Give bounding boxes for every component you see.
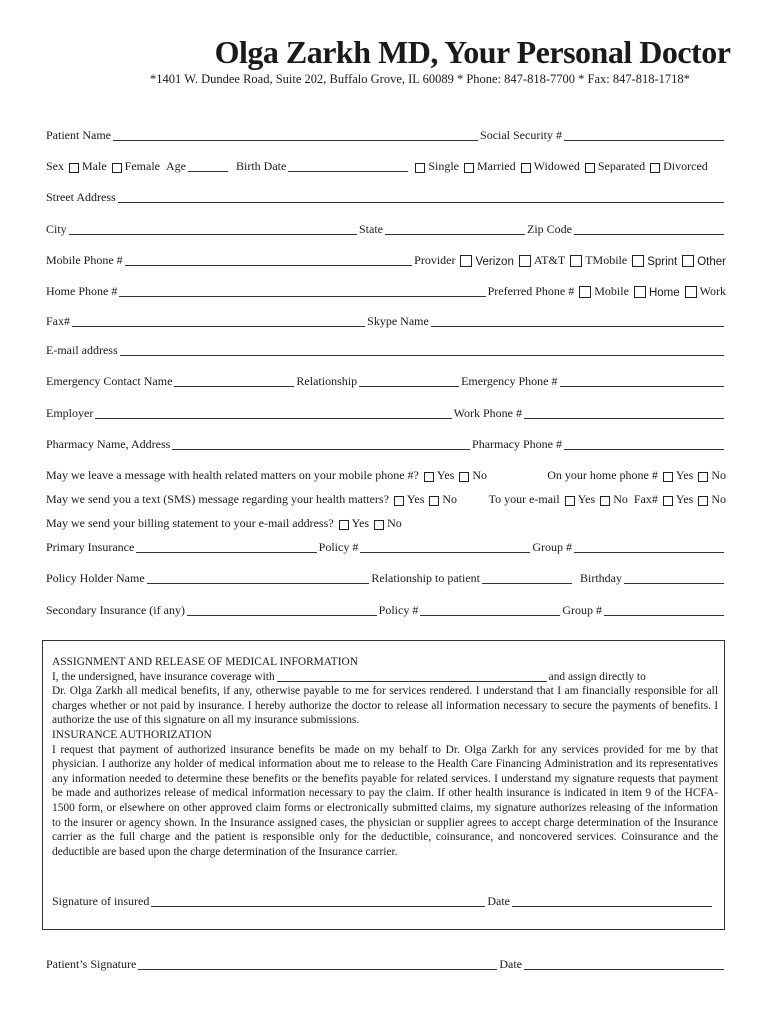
row-home-phone	[46, 283, 726, 299]
assignment-text	[52, 655, 718, 859]
preferred-phone-label: Preferred Phone #	[487, 284, 575, 298]
birthday-field[interactable]	[624, 572, 724, 584]
relationship-label: Relationship	[296, 374, 358, 388]
street-label: Street Address	[46, 190, 116, 204]
row-emergency	[46, 373, 726, 389]
patient-sig-label: Patient’s Signature	[46, 957, 137, 971]
state-field[interactable]	[385, 223, 525, 235]
emergency-contact-label: Emergency Contact Name	[46, 374, 173, 388]
q2c-no-label: No	[711, 492, 726, 506]
assignment-line1b: and assign directly to	[548, 670, 646, 683]
sprint-label: Sprint	[647, 256, 678, 268]
q1-no-checkbox[interactable]	[459, 472, 469, 482]
row-patient-signature	[46, 956, 726, 972]
patient-name-label: Patient Name	[46, 128, 111, 142]
birth-date-label: Birth Date	[235, 159, 287, 173]
single-checkbox[interactable]	[415, 163, 425, 173]
primary-policy-label: Policy #	[318, 540, 359, 554]
q3-yes-label: Yes	[351, 516, 370, 530]
primary-insurance-label: Primary Insurance	[46, 540, 135, 554]
pref-home-label: Home	[648, 287, 680, 299]
q2c-yes-checkbox[interactable]	[663, 496, 673, 506]
patient-sig-date-field[interactable]	[524, 958, 724, 970]
secondary-policy-field[interactable]	[420, 604, 560, 616]
emergency-phone-label: Emergency Phone #	[461, 374, 558, 388]
assignment-line1	[52, 670, 718, 685]
age-field[interactable]	[188, 160, 228, 172]
skype-field[interactable]	[431, 315, 724, 327]
clinic-address: *1401 W. Dundee Road, Suite 202, Buffalo Grove, IL 60089 * Phone: 847-818-7700 * Fax: 847-818-1718*	[150, 72, 690, 86]
employer-field[interactable]	[95, 407, 451, 419]
relationship-patient-label: Relationship to patient	[371, 571, 480, 585]
emergency-phone-field[interactable]	[560, 375, 725, 387]
row-q2	[46, 491, 726, 507]
q1b-yes-checkbox[interactable]	[663, 472, 673, 482]
ssn-field[interactable]	[564, 129, 724, 141]
row-patient-name	[46, 127, 726, 143]
home-phone-label: Home Phone #	[46, 284, 118, 298]
fax-field[interactable]	[72, 315, 365, 327]
other-label: Other	[697, 256, 726, 268]
email-label: E-mail address	[46, 343, 118, 357]
state-label: State	[359, 222, 383, 236]
row-q3	[46, 515, 726, 531]
married-checkbox[interactable]	[464, 163, 474, 173]
assignment-heading: ASSIGNMENT AND RELEASE OF MEDICAL INFORMATION	[52, 656, 358, 668]
q1b-label: On your home phone #	[547, 468, 658, 482]
row-secondary-insurance	[46, 602, 726, 618]
widowed-label: Widowed	[533, 159, 580, 173]
primary-group-field[interactable]	[574, 541, 724, 553]
tmobile-checkbox[interactable]	[570, 255, 582, 267]
zip-label: Zip Code	[527, 222, 572, 236]
q2c-label: Fax#	[633, 492, 658, 506]
row-signature-insured	[52, 894, 714, 909]
emergency-contact-field[interactable]	[174, 375, 294, 387]
pref-work-label: Work	[699, 284, 726, 298]
female-checkbox[interactable]	[112, 163, 122, 173]
q1-no-label: No	[472, 468, 488, 482]
insurance-coverage-field[interactable]	[277, 671, 547, 682]
secondary-insurance-label: Secondary Insurance (if any)	[46, 603, 185, 617]
q1-label: May we leave a message with health related matters on your mobile phone #?	[46, 468, 419, 482]
street-field[interactable]	[118, 191, 724, 203]
sex-label: Sex	[46, 159, 64, 173]
row-q1	[46, 467, 726, 483]
q1-yes-checkbox[interactable]	[424, 472, 434, 482]
pharmacy-phone-field[interactable]	[564, 438, 724, 450]
secondary-insurance-field[interactable]	[187, 604, 377, 616]
q2-no-label: No	[442, 492, 458, 506]
pharmacy-label: Pharmacy Name, Address	[46, 437, 171, 451]
secondary-group-label: Group #	[562, 603, 602, 617]
secondary-group-field[interactable]	[604, 604, 724, 616]
relationship-patient-field[interactable]	[482, 572, 572, 584]
fax-label: Fax#	[46, 314, 70, 328]
row-primary-insurance	[46, 539, 726, 555]
female-label: Female	[124, 159, 160, 173]
separated-label: Separated	[597, 159, 646, 173]
secondary-policy-label: Policy #	[378, 603, 419, 617]
row-sex-age	[46, 158, 726, 174]
q1b-yes-label: Yes	[675, 468, 694, 482]
zip-field[interactable]	[574, 223, 724, 235]
holder-field[interactable]	[147, 572, 370, 584]
patient-sig-date-label: Date	[499, 957, 522, 971]
sig-insured-date-label: Date	[487, 894, 510, 908]
q3-label: May we send your billing statement to your e-mail address?	[46, 516, 334, 530]
q1-yes-label: Yes	[436, 468, 455, 482]
email-field[interactable]	[120, 344, 724, 356]
q2-no-checkbox[interactable]	[429, 496, 439, 506]
q2b-no-checkbox[interactable]	[600, 496, 610, 506]
primary-group-label: Group #	[532, 540, 572, 554]
row-policy-holder	[46, 570, 726, 586]
verizon-checkbox[interactable]	[460, 255, 472, 267]
row-email	[46, 342, 726, 358]
widowed-checkbox[interactable]	[521, 163, 531, 173]
divorced-label: Divorced	[663, 159, 708, 173]
patient-name-field[interactable]	[113, 129, 478, 141]
separated-checkbox[interactable]	[585, 163, 595, 173]
pref-mobile-label: Mobile	[594, 284, 629, 298]
work-phone-label: Work Phone #	[453, 406, 522, 420]
sig-insured-label: Signature of insured	[52, 894, 150, 908]
patient-sig-field[interactable]	[138, 958, 497, 970]
male-label: Male	[82, 159, 107, 173]
employer-label: Employer	[46, 406, 94, 420]
authorization-heading: INSURANCE AUTHORIZATION	[52, 728, 212, 741]
pref-work-checkbox[interactable]	[685, 286, 697, 298]
mobile-phone-field[interactable]	[125, 254, 412, 266]
married-label: Married	[476, 159, 516, 173]
q3-no-label: No	[387, 516, 402, 530]
primary-policy-field[interactable]	[360, 541, 530, 553]
work-phone-field[interactable]	[524, 407, 724, 419]
att-label: AT&T	[533, 253, 566, 267]
row-employer	[46, 405, 726, 421]
q1b-no-checkbox[interactable]	[698, 472, 708, 482]
q2b-yes-checkbox[interactable]	[565, 496, 575, 506]
row-pharmacy	[46, 436, 726, 452]
age-label: Age	[165, 159, 186, 173]
q2b-yes-label: Yes	[577, 492, 596, 506]
divorced-checkbox[interactable]	[650, 163, 660, 173]
q2c-yes-label: Yes	[675, 492, 694, 506]
q1b-no-label: No	[711, 468, 726, 482]
q2-label: May we send you a text (SMS) message regarding your health matters?	[46, 492, 389, 506]
primary-insurance-field[interactable]	[136, 541, 316, 553]
att-checkbox[interactable]	[519, 255, 531, 267]
holder-label: Policy Holder Name	[46, 571, 145, 585]
q2-yes-label: Yes	[406, 492, 425, 506]
authorization-para: I request that payment of authorized insurance benefits be made on my behalf to Dr. Olga Zarkh for any services provided for me by that physician. I authorize any holder of medical information about me to release to the Health Care Financing Administration and its representatives any information needed to determine these benefits or the benefits payable for related services. I understand my signature requests that payment be made and authorizes release of medical information necessary to pay the claim. If other health insurance is indicated in item 9 of the HCFA-1500 form, or elsewhere on other approved claim forms or electronically submitted claims, my signature authorizes releasing of the information to the insurer or agency shown. In the Insurance assigned cases, the physician or supplier agrees to accept charge determination of the Insurance carrier as the full charge and the patient is responsible only for the deductible, coinsurance, and noncovered services. Coinsurance and the deductible are based upon the charge determination of the Insurance carrier.	[52, 743, 718, 858]
q3-yes-checkbox[interactable]	[339, 520, 349, 530]
birthday-label: Birthday	[580, 571, 622, 585]
pharmacy-phone-label: Pharmacy Phone #	[472, 437, 562, 451]
sig-insured-date-field[interactable]	[512, 895, 712, 907]
q3-no-checkbox[interactable]	[374, 520, 384, 530]
male-checkbox[interactable]	[69, 163, 79, 173]
mobile-phone-label: Mobile Phone #	[46, 253, 123, 267]
other-checkbox[interactable]	[682, 255, 694, 267]
assignment-para1: Dr. Olga Zarkh all medical benefits, if any, otherwise payable to me for services rendered. I understand that I am financially responsible for all charges whether or not paid by insurance. I hereby authorize the doctor to release all information necessary to secure the payments of benefits. I authorize the use of this signature on all my insurance submissions.	[52, 685, 718, 727]
sprint-checkbox[interactable]	[632, 255, 644, 267]
row-city	[46, 221, 726, 237]
relationship-field[interactable]	[359, 375, 459, 387]
q2-yes-checkbox[interactable]	[394, 496, 404, 506]
verizon-label: Verizon	[475, 256, 514, 268]
page-title: Olga Zarkh MD, Your Personal Doctor	[214, 34, 731, 70]
q2c-no-checkbox[interactable]	[698, 496, 708, 506]
pref-home-checkbox[interactable]	[634, 286, 646, 298]
ssn-label: Social Security #	[480, 128, 562, 142]
provider-label: Provider	[414, 253, 456, 267]
pref-mobile-checkbox[interactable]	[579, 286, 591, 298]
row-street	[46, 189, 726, 205]
birth-date-field[interactable]	[288, 160, 408, 172]
row-mobile	[46, 252, 726, 268]
skype-label: Skype Name	[367, 314, 429, 328]
single-label: Single	[428, 159, 459, 173]
row-fax	[46, 313, 726, 329]
pharmacy-field[interactable]	[172, 438, 470, 450]
assignment-line1a: I, the undersigned, have insurance coverage with	[52, 670, 275, 683]
city-field[interactable]	[69, 223, 357, 235]
q2b-label: To your e-mail	[488, 492, 560, 506]
city-label: City	[46, 222, 67, 236]
home-phone-field[interactable]	[119, 285, 485, 297]
tmobile-label: TMobile	[585, 253, 628, 267]
sig-insured-field[interactable]	[151, 895, 485, 907]
q2b-no-label: No	[613, 492, 628, 506]
